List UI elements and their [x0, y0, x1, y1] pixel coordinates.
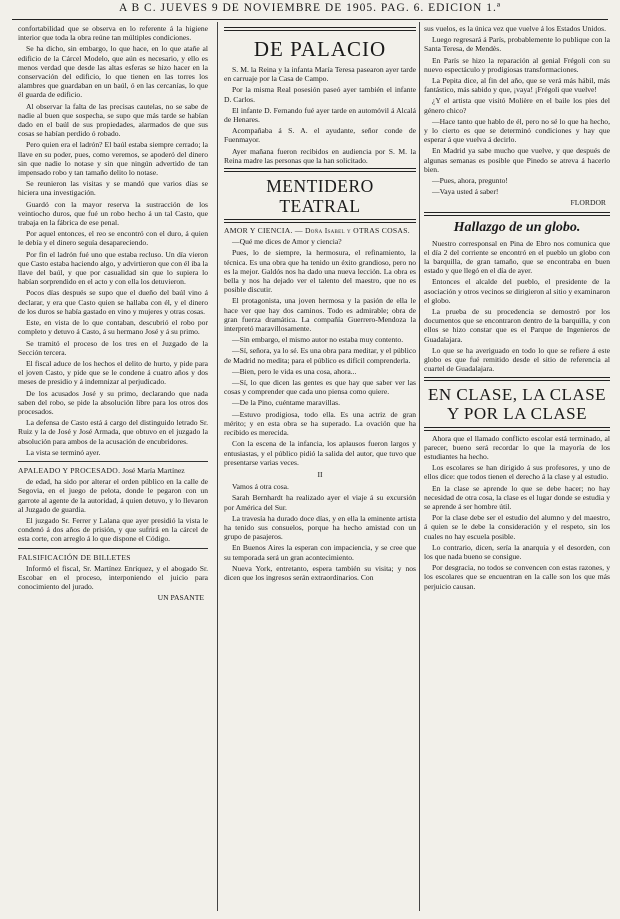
paragraph: En Madrid ya sabe mucho que vuelve, y que después de algunas semanas es posible que Pinedo se atreva á hacerlo bien. [424, 146, 610, 174]
paragraph: La travesía ha durado doce días, y en ella la eminente artista ha tenido sus consuelos, porque ha hecho amistad con un grupo de pasajeros. [224, 513, 416, 542]
title-rule [224, 219, 416, 223]
signature: UN PASANTE [157, 593, 204, 603]
paragraph: —Pues, ahora, pregunto! [432, 176, 508, 186]
page-header: A B C. JUEVES 9 DE NOVIEMBRE DE 1905. PAG. 6. EDICION 1.ª [118, 2, 502, 14]
section-divider [18, 548, 208, 549]
paragraph: Ayer mañana fueron recibidos en audiencia por S. M. la Reina madre las personas que la han solicitado. [224, 146, 416, 165]
paragraph: Por aquel entonces, el reo se encontró con el duro, á quien le debía y el dinero seguía desapareciendo. [18, 229, 208, 248]
paragraph: ¿Y el artista que visitó Molière en el baile los pies del género chico? [424, 96, 610, 115]
paragraph: Por la clase debe ser el estudio del alumno y del maestro, á quien se le debe la consideración y el respeto, sin los cuales no hay escuela posible. [424, 513, 610, 541]
signature: FLORDOR [570, 198, 606, 208]
paragraph: La Pepita dice, al fin del año, que se verá más hábil, más fantástico, más sabido y que, ¡vaya! ¡Frégoli que vuelve! [424, 76, 610, 95]
paragraph: Entonces el alcalde del pueblo, el presidente de la asociación y otros vecinos se dirigieron al sitio y examinaron el globo. [424, 277, 610, 305]
section-name: José María Martínez [122, 465, 185, 475]
paragraph: Por fin el ladrón fué uno que estaba recluso. Un día vieron que Casto estaba haciendo algo, y advirtieron que con él iba la llave del baúl, y que por casualidad sin que lo supiera lo habían sorprendido en el acto y con ella los detuvieron. [18, 249, 208, 287]
section-title-palacio: DE PALACIO [253, 37, 387, 61]
section-apaleado [18, 466, 208, 475]
paragraph: En París se hizo la reparación al genial Frégoli con su nuevo espectáculo y prodigiosas transformaciones. [424, 55, 610, 74]
paragraph: —Hace tanto que hablo de él, pero no sé lo que ha hecho, y lo cierto es que se determinó condiciones y hay que esperar á que vuelva á decirlo. [424, 116, 610, 145]
paragraph: Nueva York, entretanto, espera también su visita; y nos dicen que los ingresos serán extraordinarios. Con [224, 563, 416, 582]
paragraph: —Estuvo prodigiosa, todo ella. Es una actriz de gran mérito; y en esta obra se ha superado. La ovación que ha recibido es merecida. [224, 409, 416, 438]
section-title: APALEADO Y PROCESADO. [18, 465, 121, 475]
paragraph: Al observar la falta de las precisas cautelas, no se sabe de nadie al buen que sospecha, se supo que más tarde se habían dado en el baúl de sus propiedades, alarmados de que sus cosas se habían perdido ó robado. [18, 101, 208, 139]
paragraph: Se tramitó el proceso de los tres en el Juzgado de la Sección tercera. [18, 338, 208, 357]
paragraph: Se reunieron las visitas y se mandó que varios días se hiciera una investigación. [18, 179, 208, 198]
paragraph: Sarah Bernhardt ha realizado ayer el viaje á su excursión por América del Sur. [224, 493, 416, 512]
paragraph: sus vuelos, es la única vez que vuelve á los Estados Unidos. [424, 24, 607, 33]
section-title-mentidero: MENTIDERO TEATRAL [266, 176, 374, 217]
paragraph: En la clase se aprende lo que se debe hacer; no hay necesidad de otra cosa, la clase es el lugar donde se estudia y se aprende á ser hombre útil. [424, 483, 610, 511]
section-title: FALSIFICACIÓN DE BILLETES [18, 552, 131, 562]
paragraph: de edad, ha sido por alterar el orden público en la calle de Segovia, en el juego de pelota, donde le pegaron con un garrote al agente de la autoridad, á quien detuvo, y lo llevaron al Juzgado de guardia. [18, 477, 208, 514]
section-divider [18, 461, 208, 462]
paragraph: —Sin embargo, el mismo autor no estaba muy contento. [232, 335, 404, 345]
section-numeral: II [317, 469, 323, 479]
title-rule [424, 212, 610, 216]
paragraph: El protagonista, una joven hermosa y la pasión de ella le hace ver que hay dos caminos. Todo es admirable; obra de gran fuerza dramática. La compañía Guerrero-Mendoza la interpretó maravillosamente. [224, 296, 416, 334]
paragraph: En Buenos Aires la esperan con impaciencia, y se cree que su temporada será un gran acontecimiento. [224, 543, 416, 562]
title-rule [224, 27, 416, 31]
paragraph: S. M. la Reina y la infanta María Teresa pasearon ayer tarde en carruaje por la Casa de Campo. [224, 65, 416, 84]
column-1 [18, 24, 208, 911]
paragraph: El infante D. Fernando fué ayer tarde en automóvil á Alcalá de Henares. [224, 105, 416, 125]
header-rule [12, 19, 608, 20]
paragraph: Pocos días después se supo que el dueño del baúl vino á declarar, y era que Casto quien se hallaba con él, y el dinero de los duros se había gastado en vino y mujeres y otras cosas. [18, 288, 208, 316]
paragraph: Lo contrario, dicen, sería la anarquía y el desorden, con los que nada bueno se consigue. [424, 542, 610, 561]
section-title-clase: EN CLASE, LA CLASE Y POR LA CLASE [427, 384, 607, 423]
paragraph: De los acusados José y su primo, declarando que nada saben del robo, se pide la absolución libre para los otros dos procesados. [18, 388, 208, 416]
paragraph: Acompañaba á S. A. el ayudante, señor conde de Fuenmayor. [224, 126, 416, 145]
paragraph: Pues, lo de siempre, la hermosura, el refinamiento, la técnica. Es una obra que ha tenido un éxito grandioso, pero no es la mejor. Galdós nos ha dado una nueva lección. La obra es bella y nos ha dejado ver el talento del maestro, que no es posible discutir. [224, 248, 416, 295]
paragraph: Vamos á otra cosa. [232, 482, 289, 492]
paragraph: Ahora que el llamado conflicto escolar está terminado, al parecer, bueno será recordar lo que la mayoría de los estudiantes ha hecho. [424, 433, 610, 461]
paragraph: Se ha dicho, sin embargo, lo que hace, en lo que atañe al edificio de la Cárcel Modelo, que aún es necesario, y ello es menos verdad que desde las altas esferas se hizo hacer en la conservación del edificio, lo que tienen en las torres los alambres que guardaban en un baúl, ó en las cercanías, lo que él guarda de edificio. [18, 44, 208, 100]
paragraph: La prueba de su procedencia se demostró por los documentos que se encontraron dentro de la barquilla, y con ellos se hizo constar que es el Parque de Ingenieros de Guadalajara. [424, 307, 610, 344]
paragraph: confortabilidad que se observa en lo referente á la higiene interior que toda la obra reúne tan múltiples condiciones. [18, 24, 208, 43]
paragraph: —Sí, señora, ya lo sé. Es una obra para meditar, y el público de Madrid no medita; para el público es difícil comprenderla. [224, 346, 416, 365]
paragraph: Pero quien era el ladrón? El baúl estaba siempre cerrado; la llave en su poder, pues, como veremos, se apoderó del dinero sin que nadie lo notase y sin que ningún advertido de tan impensado robo y tan tamaño delito lo notase. [18, 140, 208, 178]
subsection-head: AMOR Y CIENCIA. — Doña Isabel y OTRAS COSAS. [224, 226, 410, 236]
paragraph: Luego regresará á París, probablemente lo publique con la Santa Teresa, de Mendès. [424, 35, 610, 54]
column-2 [224, 24, 416, 911]
section-title-hallazgo: Hallazgo de un globo. [453, 219, 581, 235]
paragraph: Los escolares se han dirigido á sus profesores, y uno de ellos dice: que todos tienen el derecho á la clase y al estudio. [424, 463, 610, 482]
paragraph: Por la misma Real posesión paseó ayer también el infante D. Carlos. [224, 85, 416, 104]
column-3 [424, 24, 610, 911]
paragraph: —Vaya usted á saber! [432, 187, 499, 197]
paragraph: La defensa de Casto está á cargo del distinguido letrado Sr. Ruiz y la de José y José Armada, que obtuvo en el juzgado la absolución para ambos de la acusación de encubridores. [18, 418, 208, 446]
paragraph: Lo que se ha averiguado en todo lo que se refiere á este globo es que fué remitido desde el sitio de referencia al cuartel de Guadalajara. [424, 345, 610, 374]
paragraph: Informó el fiscal, Sr. Martínez Enríquez, y el abogado Sr. Escobar en el proceso, interponiendo el juicio para conocimiento del jurado. [18, 563, 208, 592]
paragraph: La vista se terminó ayer. [26, 447, 101, 457]
paragraph: Con la escena de la infancia, los aplausos fueron largos y entusiastas, y el público pidió la salida del autor, que tuvo que presentarse varias veces. [224, 439, 416, 467]
paragraph: —De la Pino, cuéntame maravillas. [232, 398, 340, 408]
column-divider [419, 22, 420, 911]
paragraph: El juzgado Sr. Ferrer y Lalana que ayer presidió la vista le condenó á dos años de prisión, y que sufrirá en la cárcel de esta corte, con arreglo á lo que dispone el Código. [18, 515, 208, 544]
paragraph: Guardó con la mayor reserva la sustracción de los veintiocho duros, que fué un robo hecho á un tal Casto, que trabaja en la fábrica de ese penal. [18, 199, 208, 228]
paragraph: Este, en vista de lo que contaban, descubrió el robo por completo y detuvo á Casto, á su hermano José y á su primo. [18, 318, 208, 337]
paragraph: —Sí, lo que dicen las gentes es que hay que saber ver las cosas y comprender que cada uno piensa como quiere. [224, 378, 416, 397]
paragraph: Por desgracia, no todos se convencen con estas razones, y los escolares que se encuentran en la calle son los que más perjuicio causan. [424, 563, 610, 591]
paragraph: Nuestro corresponsal en Pina de Ebro nos comunica que el día 2 del corriente se encontró en el pueblo un globo con la barquilla, de gran tamaño, que se encontraba en buen estado y que llegó en el día de ayer. [424, 238, 610, 276]
paragraph: —Qué me dices de Amor y ciencia? [232, 237, 342, 247]
title-rule [424, 427, 610, 431]
paragraph: El fiscal aduce de los hechos el delito de hurto, y pide para el joven Casto, y pide que se le condene á cuatro años y dos meses de presidio y á indemnizar al perjudicado. [18, 358, 208, 387]
paragraph: —Bien, pero le vida es una cosa, ahora... [232, 366, 357, 376]
column-divider [217, 22, 218, 911]
title-rule [424, 377, 610, 381]
title-rule [224, 168, 416, 172]
